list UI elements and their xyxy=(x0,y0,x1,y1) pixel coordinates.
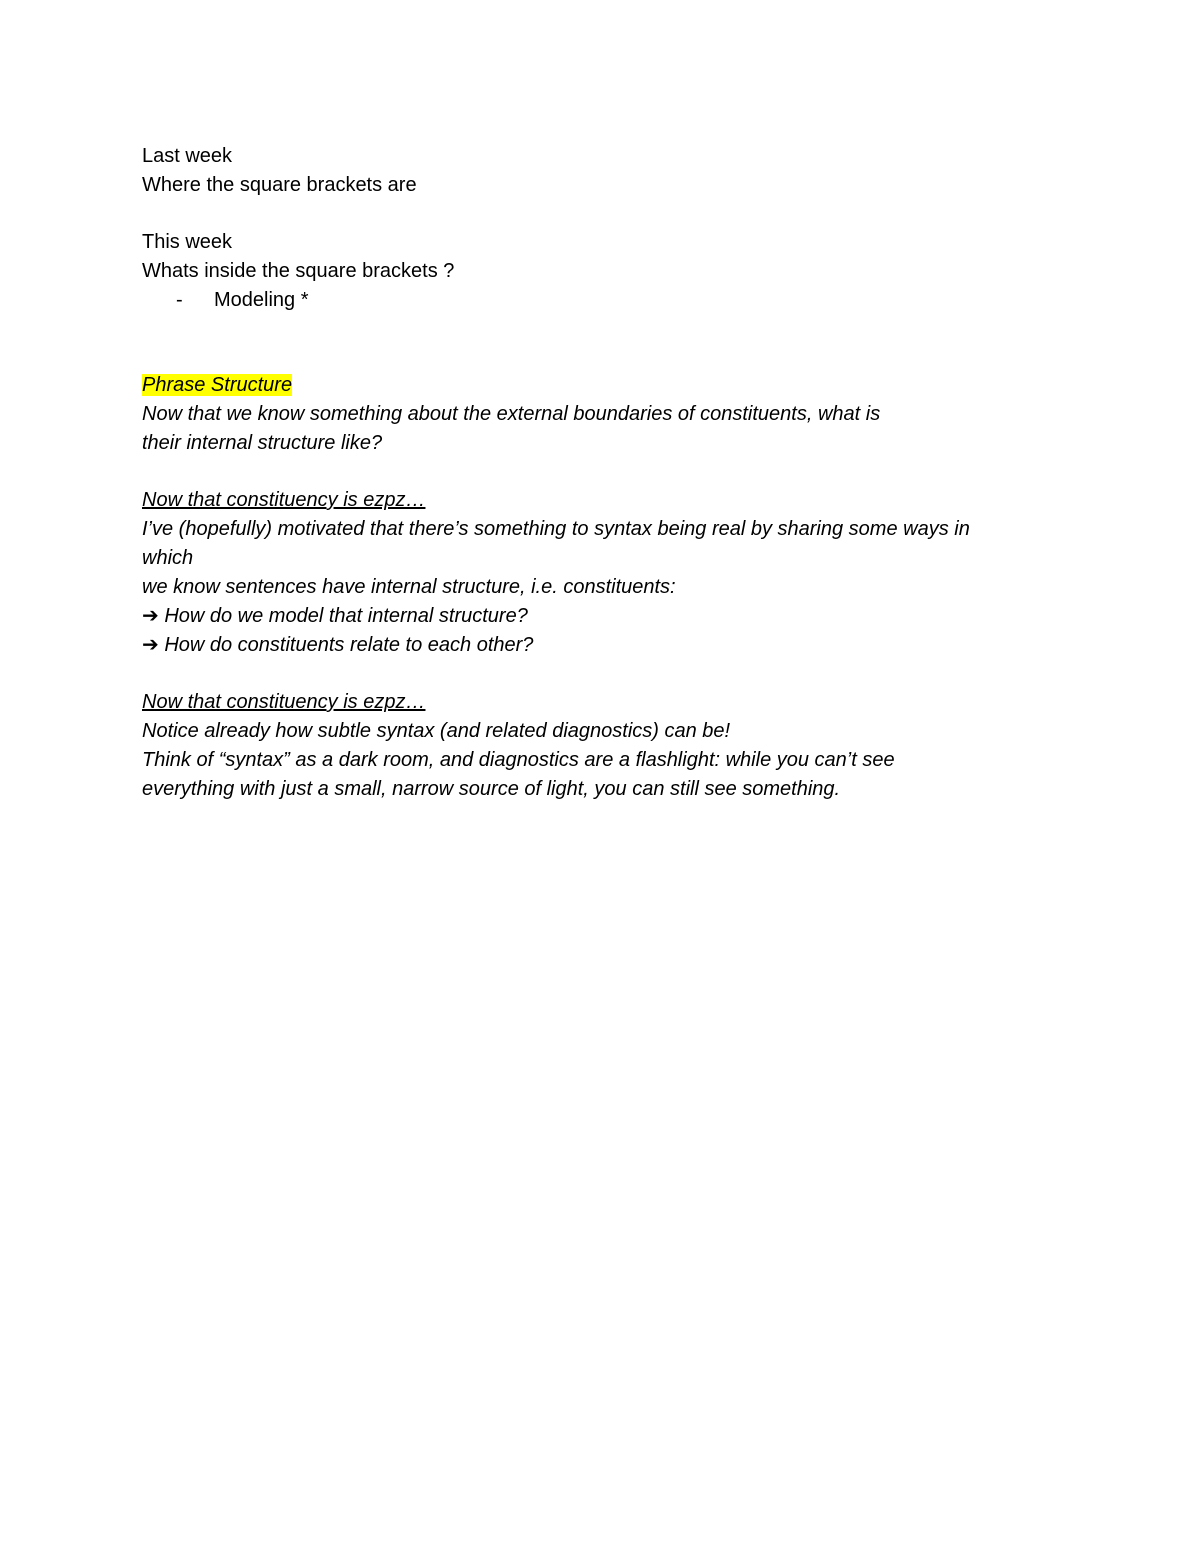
block-one-line-3: we know sentences have internal structure, i.e. constituents: xyxy=(142,576,676,598)
block-two-heading: Now that constituency is ezpz… xyxy=(142,691,426,713)
block-two-line-3: everything with just a small, narrow source of light, you can still see something. xyxy=(142,778,841,800)
phrase-structure-line-2: their internal structure like? xyxy=(142,432,383,454)
document-body xyxy=(142,142,1062,804)
block-one-line-1: I’ve (hopefully) motivated that there’s something to syntax being real by sharing some ways in xyxy=(142,518,970,540)
phrase-structure-heading: Phrase Structure xyxy=(142,374,293,396)
phrase-structure-heading-line xyxy=(142,371,1062,400)
block-one-arrow-1: ➔ How do we model that internal structure? xyxy=(142,605,528,627)
phrase-structure-line-1: Now that we know something about the external boundaries of constituents, what is xyxy=(142,403,881,425)
this-week-heading: This week xyxy=(142,231,233,253)
block-one-line-2: which xyxy=(142,547,194,569)
bullet-item-modeling xyxy=(142,286,1062,315)
spacer xyxy=(142,200,1062,228)
spacer xyxy=(142,315,1062,371)
bullet-text: Modeling * xyxy=(214,289,309,311)
this-week-text: Whats inside the square brackets ? xyxy=(142,260,455,282)
block-one-arrow-2: ➔ How do constituents relate to each other? xyxy=(142,634,534,656)
block-two-line-2: Think of “syntax” as a dark room, and diagnostics are a flashlight: while you can’t see xyxy=(142,749,895,771)
spacer xyxy=(142,458,1062,486)
bullet-marker: - xyxy=(176,289,183,311)
last-week-heading: Last week xyxy=(142,145,233,167)
spacer xyxy=(142,660,1062,688)
last-week-text: Where the square brackets are xyxy=(142,174,417,196)
block-two-line-1: Notice already how subtle syntax (and related diagnostics) can be! xyxy=(142,720,731,742)
block-one-heading: Now that constituency is ezpz… xyxy=(142,489,426,511)
